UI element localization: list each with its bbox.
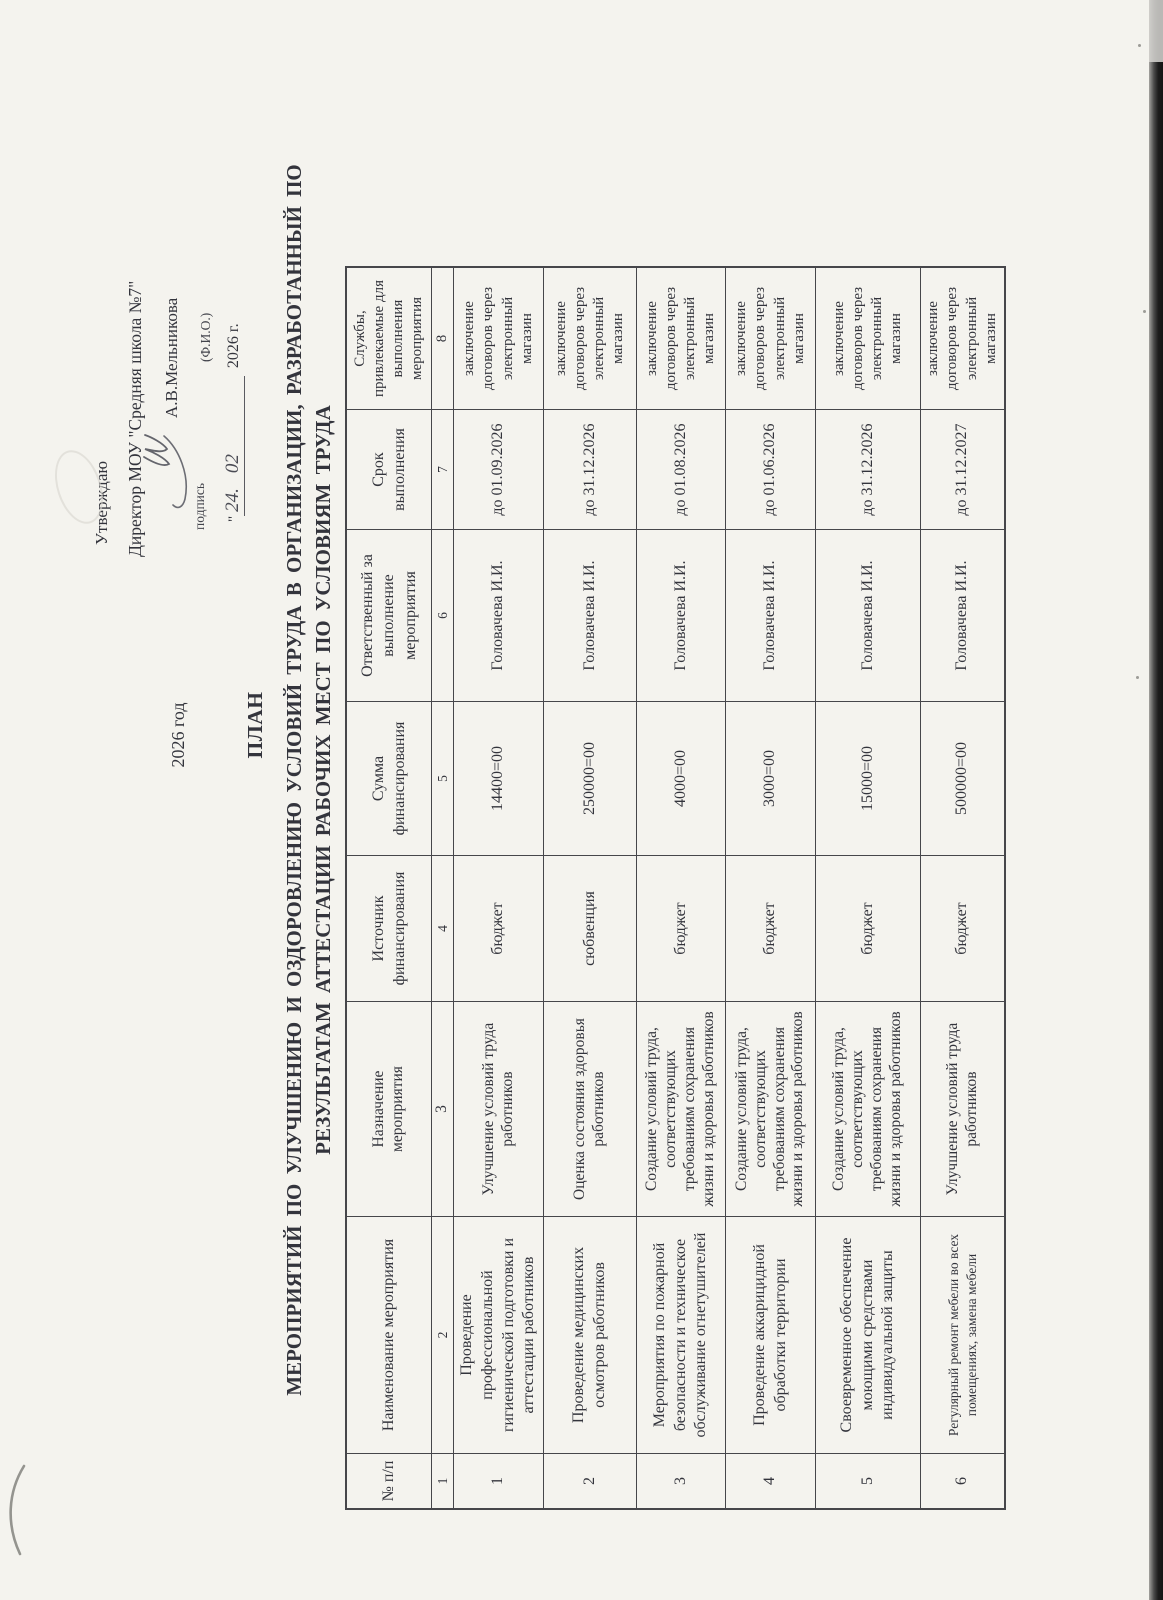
plan-title: ПЛАН [243,691,267,759]
row-4-services: заключение договоров через электронный магазин [726,268,816,409]
date-day-handwritten: 24. [222,481,245,516]
row-2-source: сюбвенция [544,855,637,1001]
row-4-deadline: до 01.06.2026 [726,409,816,529]
row-3-purpose: Создание условий труда, соответствующих требованиям сохранения жизни и здоровья работников [637,1001,726,1216]
row-2-num: 2 [544,1453,637,1508]
column-number: 1 [432,1453,454,1508]
row-3-deadline: до 01.08.2026 [637,409,726,529]
row-4-num: 4 [726,1453,816,1508]
row-2-amount: 250000=00 [544,701,637,855]
row-2-name: Проведение медицинских осмотров работников [544,1216,637,1453]
director-line: Директор МОУ "Средняя школа №7" [125,280,145,557]
row-6-purpose: Улучшение условий труда работников [921,1001,1004,1216]
document-title-line2: РЕЗУЛЬТАТАМ АТТЕСТАЦИИ РАБОЧИХ МЕСТ ПО УСЛОВИЯМ ТРУДА [311,405,335,1155]
row-3-source: бюджет [637,855,726,1001]
pen-mark-icon [0,1462,28,1560]
row-6-name: Регулярный ремонт мебели во всех помещениях, замена мебели [921,1216,1004,1453]
row-5-responsible: Головачева И.И. [816,529,921,701]
row-6-source: бюджет [921,855,1004,1001]
row-6-num: 6 [921,1453,1004,1508]
header-cell-name: Наименование мероприятия [347,1216,432,1453]
row-3-amount: 4000=00 [637,701,726,855]
row-5-services: заключение договоров через электронный магазин [816,268,921,409]
approval-date-line [222,323,244,522]
row-4-amount: 3000=00 [726,701,816,855]
column-number: 6 [432,529,454,701]
approve-label: Утверждаю [92,460,111,545]
column-number: 2 [432,1216,454,1453]
column-number: 7 [432,409,454,529]
row-2-purpose: Оценка состояния здоровья работников [544,1001,637,1216]
document-title-line1: МЕРОПРИЯТИЙ ПО УЛУЧШЕНИЮ И ОЗДОРОВЛЕНИЮ УСЛОВИЙ ТРУДА В ОРГАНИЗАЦИИ, РАЗРАБОТАННЫЙ ПО [282,164,306,1396]
date-quote: " [226,515,242,522]
row-5-source: бюджет [816,855,921,1001]
row-2-deadline: до 31.12.2026 [544,409,637,529]
row-2-responsible: Головачева И.И. [544,529,637,701]
row-1-purpose: Улучшение условий труда работников [454,1001,544,1216]
column-number: 8 [432,268,454,409]
header-cell-deadline: Срок выполнения [347,409,432,529]
row-3-responsible: Головачева И.И. [637,529,726,701]
fio-caption: (Ф.И.О.) [198,312,213,362]
header-cell-num: № п/п [347,1453,432,1508]
header-cell-source: Источник финансирования [347,855,432,1001]
row-4-responsible: Головачева И.И. [726,529,816,701]
row-3-name: Мероприятия по пожарной безопасности и техническое обслуживание огнетушителей [637,1216,726,1453]
row-3-num: 3 [637,1453,726,1508]
row-1-services: заключение договоров через электронный магазин [454,268,544,409]
row-5-name: Своевременное обеспечение моющими средствами индивидуальной защиты [816,1216,921,1453]
scan-speck [1136,676,1139,679]
plan-table [345,266,1006,1510]
row-5-amount: 15000=00 [816,701,921,855]
scanner-edge-shadow [1149,0,1163,1600]
date-month-handwritten: 02 [222,376,245,481]
row-2-services: заключение договоров через электронный магазин [544,268,637,409]
row-6-deadline: до 31.12.2027 [921,409,1004,529]
signature-caption: подпись [192,482,207,530]
row-3-services: заключение договоров через электронный магазин [637,268,726,409]
document-title [280,25,338,1535]
row-4-source: бюджет [726,855,816,1001]
scan-speck [1143,310,1146,313]
row-1-source: бюджет [454,855,544,1001]
header-cell-amount: Сумма финансирования [347,701,432,855]
row-5-purpose: Создание условий труда, соответствующих требованиям сохранения жизни и здоровья работников [816,1001,921,1216]
date-year: 2026 г. [225,323,242,369]
row-4-purpose: Создание условий труда, соответствующих требованиям сохранения жизни и здоровья работников [726,1001,816,1216]
header-cell-purpose: Назначение мероприятия [347,1001,432,1216]
row-1-num: 1 [454,1453,544,1508]
approver-name: А.В.Мельникова [162,297,181,418]
column-number: 4 [432,855,454,1001]
column-number: 5 [432,701,454,855]
scan-speck [1138,44,1141,47]
header-cell-services: Службы, привлекаемые для выполнения мероприятия [347,268,432,409]
row-1-deadline: до 01.09.2026 [454,409,544,529]
scanner-edge-light-cap [1149,0,1163,62]
row-6-responsible: Головачева И.И. [921,529,1004,701]
column-number: 3 [432,1001,454,1216]
row-6-services: заключение договоров через электронный магазин [925,286,999,391]
row-5-deadline: до 31.12.2026 [816,409,921,529]
row-4-name: Проведение аккарицидной обработки территории [726,1216,816,1453]
row-1-amount: 14400=00 [454,701,544,855]
header-cell-responsible: Ответственный за выполнение мероприятия [347,529,432,701]
row-1-responsible: Головачева И.И. [454,529,544,701]
row-1-name: Проведение профессиональной гигиенической подготовки и аттестации работников [454,1216,544,1453]
year-line: 2026 год [168,702,188,768]
row-5-num: 5 [816,1453,921,1508]
row-6-amount: 500000=00 [921,701,1004,855]
